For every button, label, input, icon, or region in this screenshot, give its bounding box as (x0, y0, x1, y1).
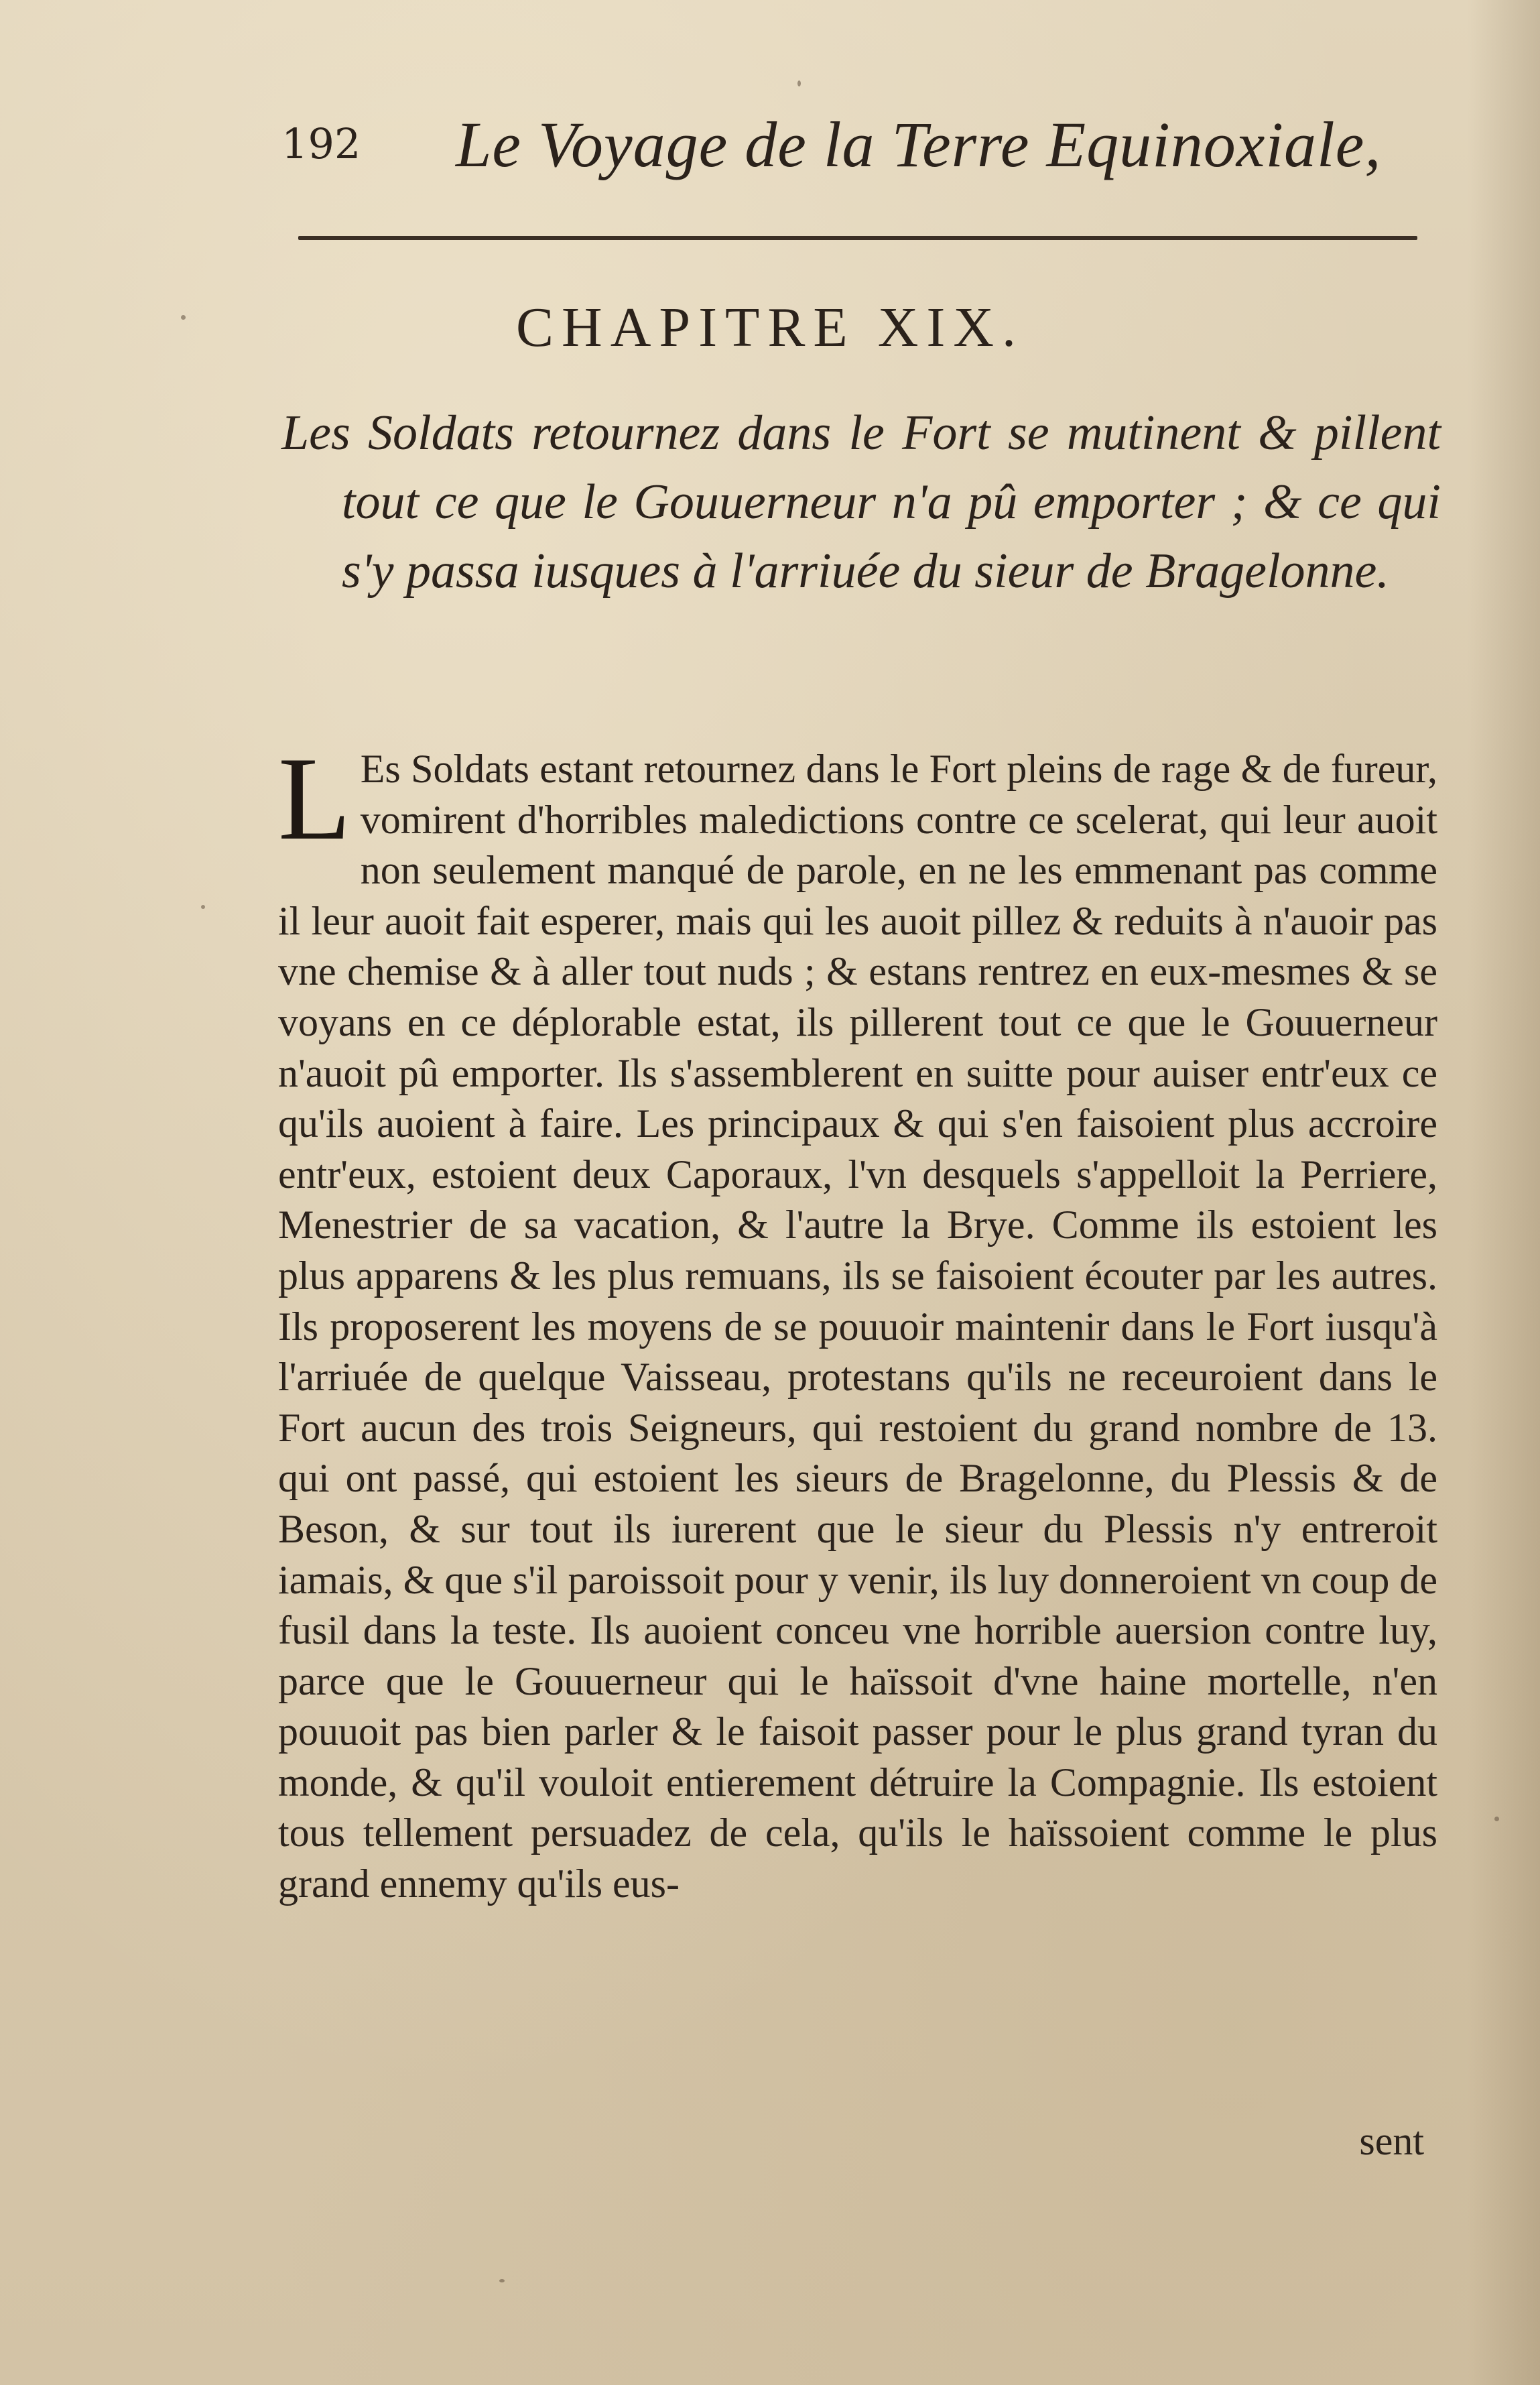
page-number: 192 (281, 119, 361, 168)
header-rule (298, 236, 1417, 240)
paper-speck (797, 80, 801, 86)
chapter-summary (281, 399, 1441, 606)
body-text: Es Soldats estant retournez dans le Fort pleins de rage & de fureur, vomirent d'horribles maledictions contre ce scelerat, qui leur auoit non seulement manqué de parole, en ne les emmenant pas comme il leur auoit fait esperer, mais qui les auoit pillez & reduits à n'auoir pas vne chemise & à aller tout nuds ; & estans rentrez en eux-mesmes & se voyans en ce déplorable estat, ils pillerent tout ce que le Gouuerneur n'auoit pû emporter. Ils s'assemblerent en suitte pour auiser entr'eux ce qu'ils auoient à faire. Les principaux & qui s'en faisoient plus accroire entr'eux, estoient deux Caporaux, l'vn desquels s'appelloit la Perriere, Menestrier de sa vacation, & l'autre la Brye. Comme ils estoient les plus apparens & les plus remuans, ils se faisoient écouter par les autres. Ils proposerent les moyens de se pouuoir maintenir dans le Fort iusqu'à l'arriuée de quelque Vaisseau, protestans qu'ils ne receuroient dans le Fort aucun des trois Seigneurs, qui restoient du grand nombre de 13. qui ont passé, qui estoient les sieurs de Bragelonne, du Plessis & de Beson, & sur tout ils iurerent que le sieur du Plessis n'y entreroit iamais, & que s'il paroissoit pour y venir, ils luy donneroient vn coup de fusil dans la teste. Ils auoient conceu vne horrible auersion contre luy, parce que le Gouuerneur qui le haïssoit d'vne haine mortelle, n'en pouuoit pas bien parler & le faisoit passer pour le plus grand tyran du monde, & qu'il vouloit entierement détruire la Compagnie. Ils estoient tous tellement persuadez de cela, qu'ils le haïssoient comme le plus grand ennemy qu'ils eus- (278, 747, 1437, 1906)
chapter-heading: CHAPITRE XIX. (516, 296, 1024, 359)
chapter-summary-text: Les Soldats retournez dans le Fort se mutinent & pillent tout ce que le Gouuerneur n'a pû emporter ; & ce qui s'y passa iusques à l'arriuée du sieur de Bragelonne. (281, 406, 1441, 599)
paper-speck (1494, 1817, 1499, 1821)
running-title: Le Voyage de la Terre Equinoxiale, (456, 109, 1382, 180)
body-paragraph (278, 732, 1437, 1910)
paper-speck (499, 2279, 505, 2282)
paper-speck (201, 905, 205, 909)
catchword: sent (1359, 2119, 1424, 2163)
drop-cap: L (278, 732, 351, 865)
running-header (281, 107, 1434, 188)
paper-speck (181, 315, 186, 320)
